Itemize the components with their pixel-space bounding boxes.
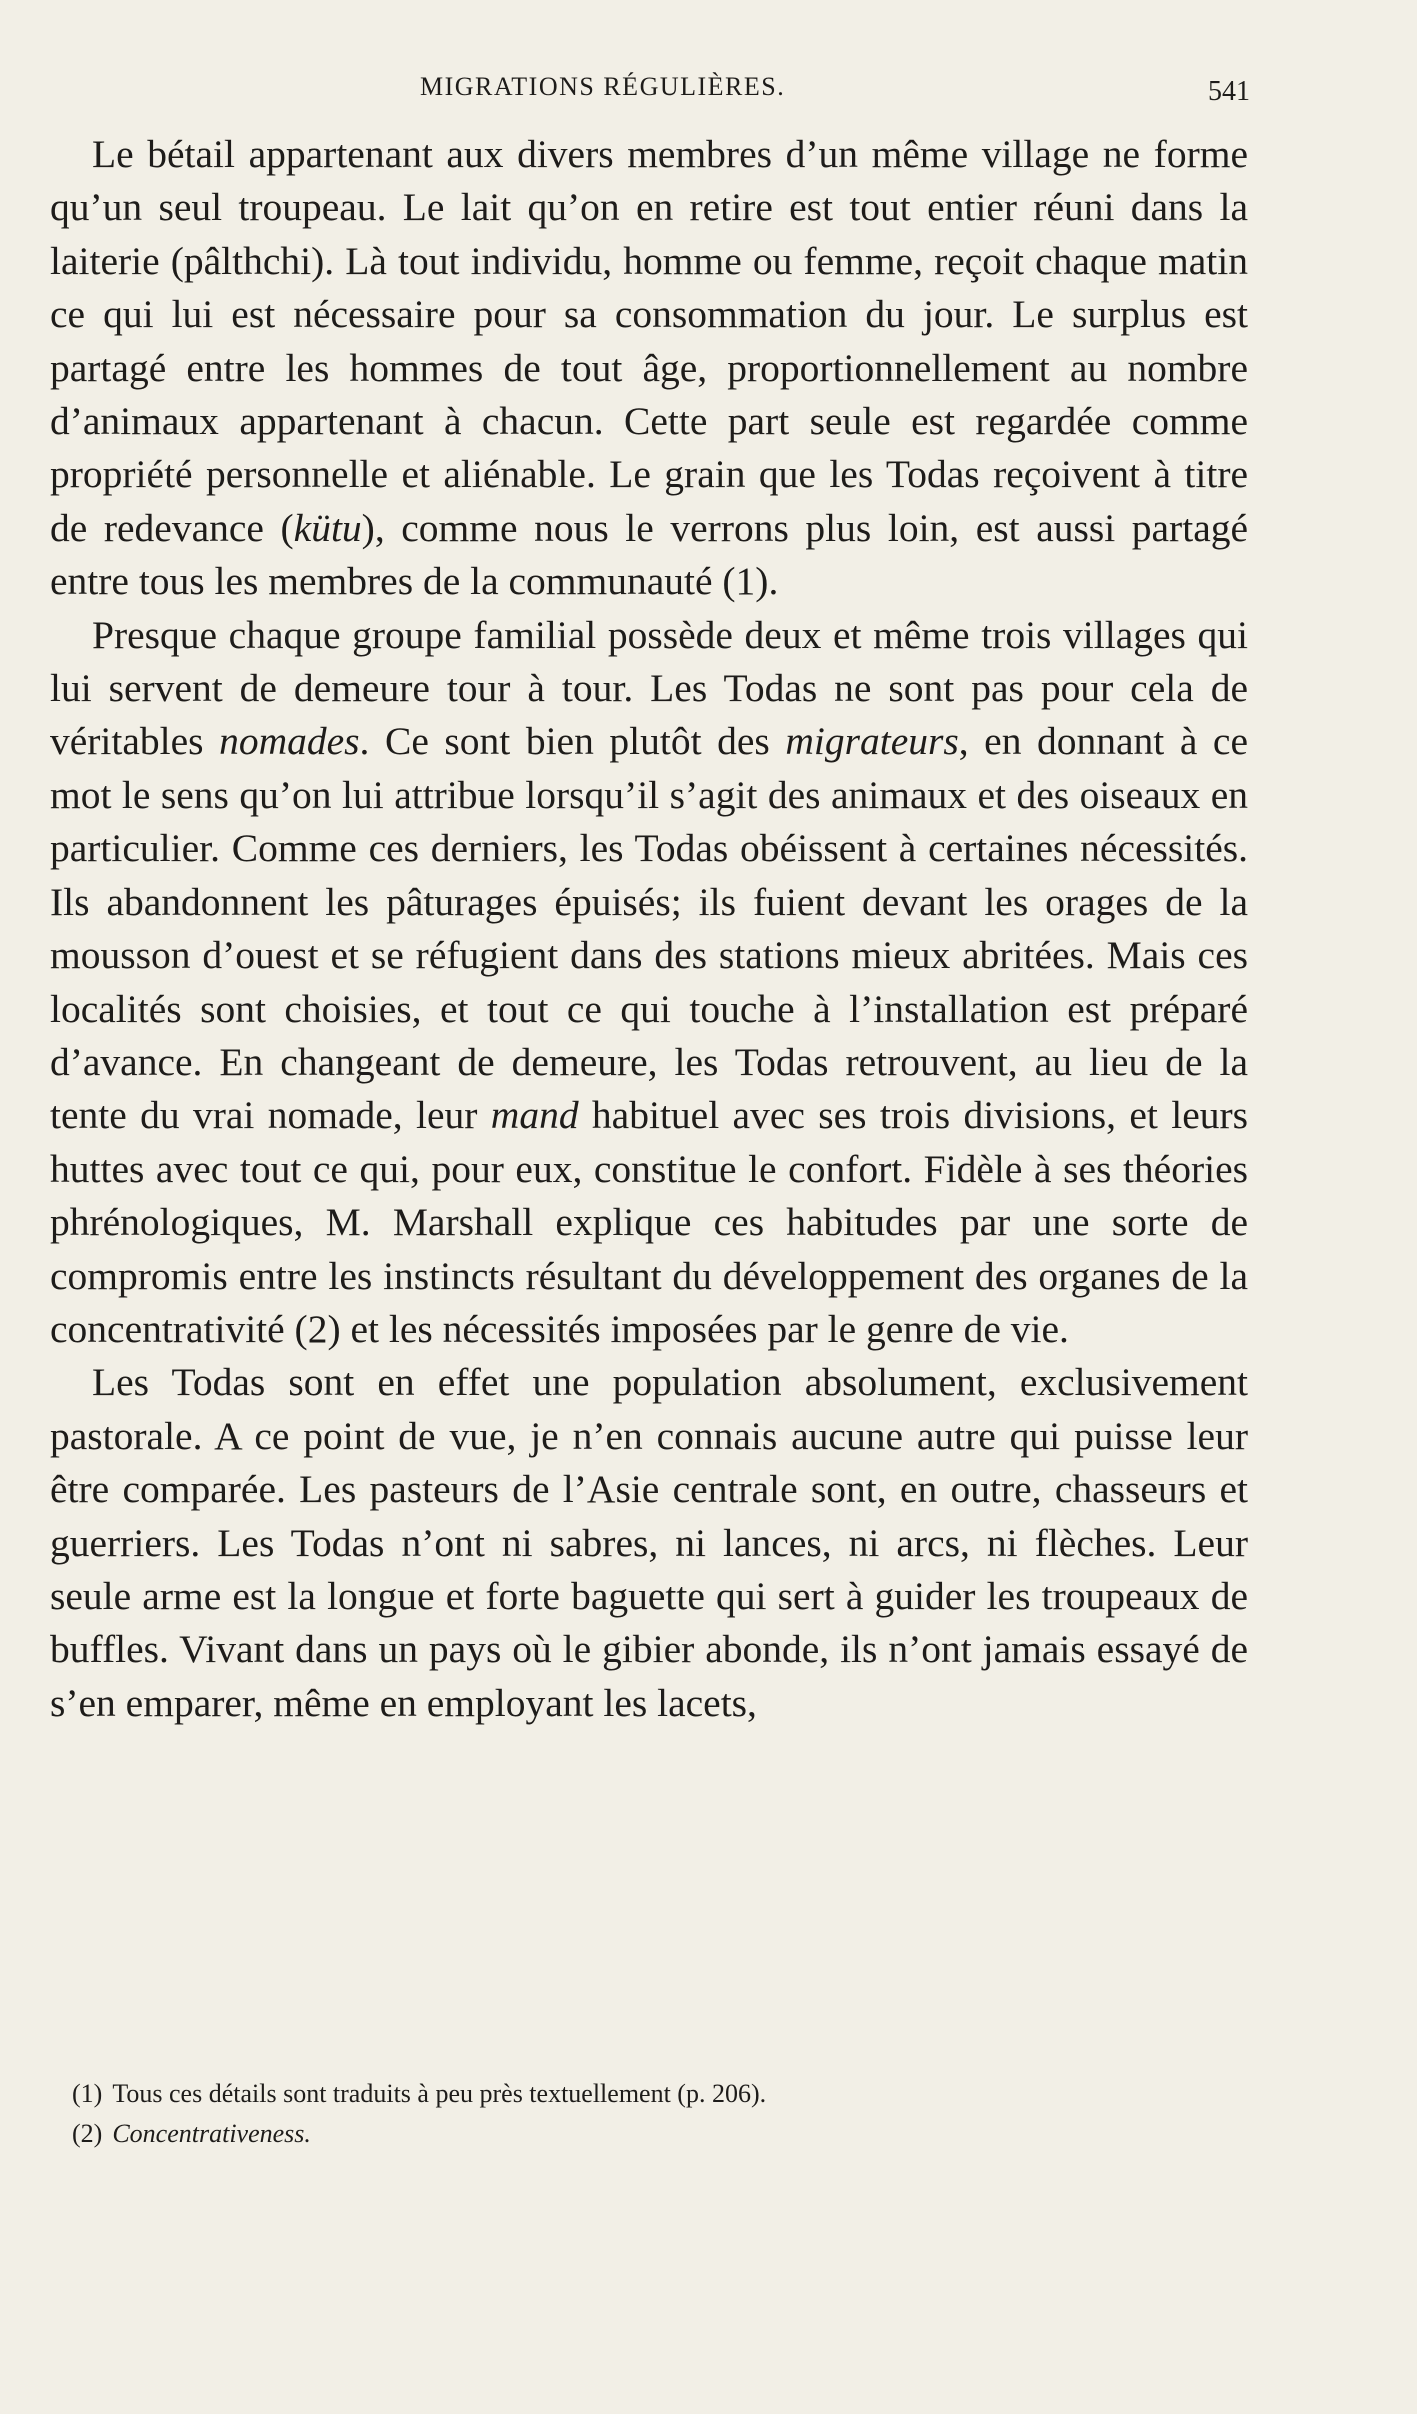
footnote-text: Tous ces détails sont traduits à peu près textuellement (p. 206). xyxy=(112,2079,767,2108)
italic-term: mand xyxy=(490,1093,579,1138)
running-title: MIGRATIONS RÉGULIÈRES. xyxy=(420,72,786,101)
body-text xyxy=(50,128,1248,1730)
footnote-2 xyxy=(72,2114,1248,2154)
text-run: . Ce sont bien plutôt des xyxy=(359,719,786,764)
footnote-1 xyxy=(72,2074,1248,2114)
italic-term: migrateurs xyxy=(785,719,959,764)
footnotes xyxy=(72,2074,1248,2154)
page-number: 541 xyxy=(1208,76,1250,107)
text-run: Le bétail appartenant aux divers membres d’un même village ne forme qu’un seul troupeau. Le lait qu’on en retire est tout entier réuni dans la laiterie (pâlthchi). Là tout individu, homme ou femme, reçoit chaque matin ce qui lui est nécessaire pour sa consommation du jour. Le surplus est partagé entre les hommes de tout âge, proportionnellement au nombre d’animaux appartenant à chacun. Cette part seule est regardée comme propriété personnelle et aliénable. Le grain que les Todas reçoivent à titre de redevance ( xyxy=(50,132,1248,550)
text-run: ), comme nous le verrons plus loin, est aussi partagé entre tous les membres de la communauté (1). xyxy=(50,505,1249,604)
paragraph xyxy=(50,128,1248,609)
page-header xyxy=(420,72,1250,112)
footnote-mark: (2) xyxy=(72,2119,103,2148)
paragraph xyxy=(50,1356,1248,1730)
text-run: Presque chaque groupe familial possède deux et même trois villages qui lui servent de demeure tour à tour. Les Todas ne sont pas pour cela de véritables xyxy=(50,612,1248,764)
italic-term: kütu xyxy=(293,505,362,550)
footnote-text: Concentrativeness. xyxy=(112,2119,311,2148)
footnote-mark: (1) xyxy=(72,2079,103,2108)
paragraph xyxy=(50,609,1248,1357)
text-run: , en donnant à ce mot le sens qu’on lui attribue lorsqu’il s’agit des animaux et des oiseaux en particulier. Comme ces derniers, les Todas obéissent à certaines nécessités. Ils abandonnent les pâturages épuisés; ils fuient devant les orages de la mousson d’ouest et se réfugient dans des stations mieux abritées. Mais ces localités sont choisies, et tout ce qui touche à l’installation est préparé d’avance. En changeant de demeure, les Todas retrouvent, au lieu de la tente du vrai nomade, leur xyxy=(50,719,1248,1138)
italic-term: nomades xyxy=(219,719,360,764)
text-run: Les Todas sont en effet une population absolument, exclusivement pastorale. A ce point de vue, je n’en connais aucune autre qui puisse leur être comparée. Les pasteurs de l’Asie centrale sont, en outre, chasseurs et guerriers. Les Todas n’ont ni sabres, ni lances, ni arcs, ni flèches. Leur seule arme est la longue et forte baguette qui sert à guider les troupeaux de buffles. Vivant dans un pays où le gibier abonde, ils n’ont jamais essayé de s’en emparer, même en employant les lacets, xyxy=(50,1360,1248,1725)
text-run: habituel avec ses trois divisions, et leurs huttes avec tout ce qui, pour eux, constitue le confort. Fidèle à ses théories phrénologiques, M. Marshall explique ces habitudes par une sorte de compromis entre les instincts résultant du développement des organes de la concentrativité (2) et les nécessités imposées par le genre de vie. xyxy=(50,1093,1248,1351)
